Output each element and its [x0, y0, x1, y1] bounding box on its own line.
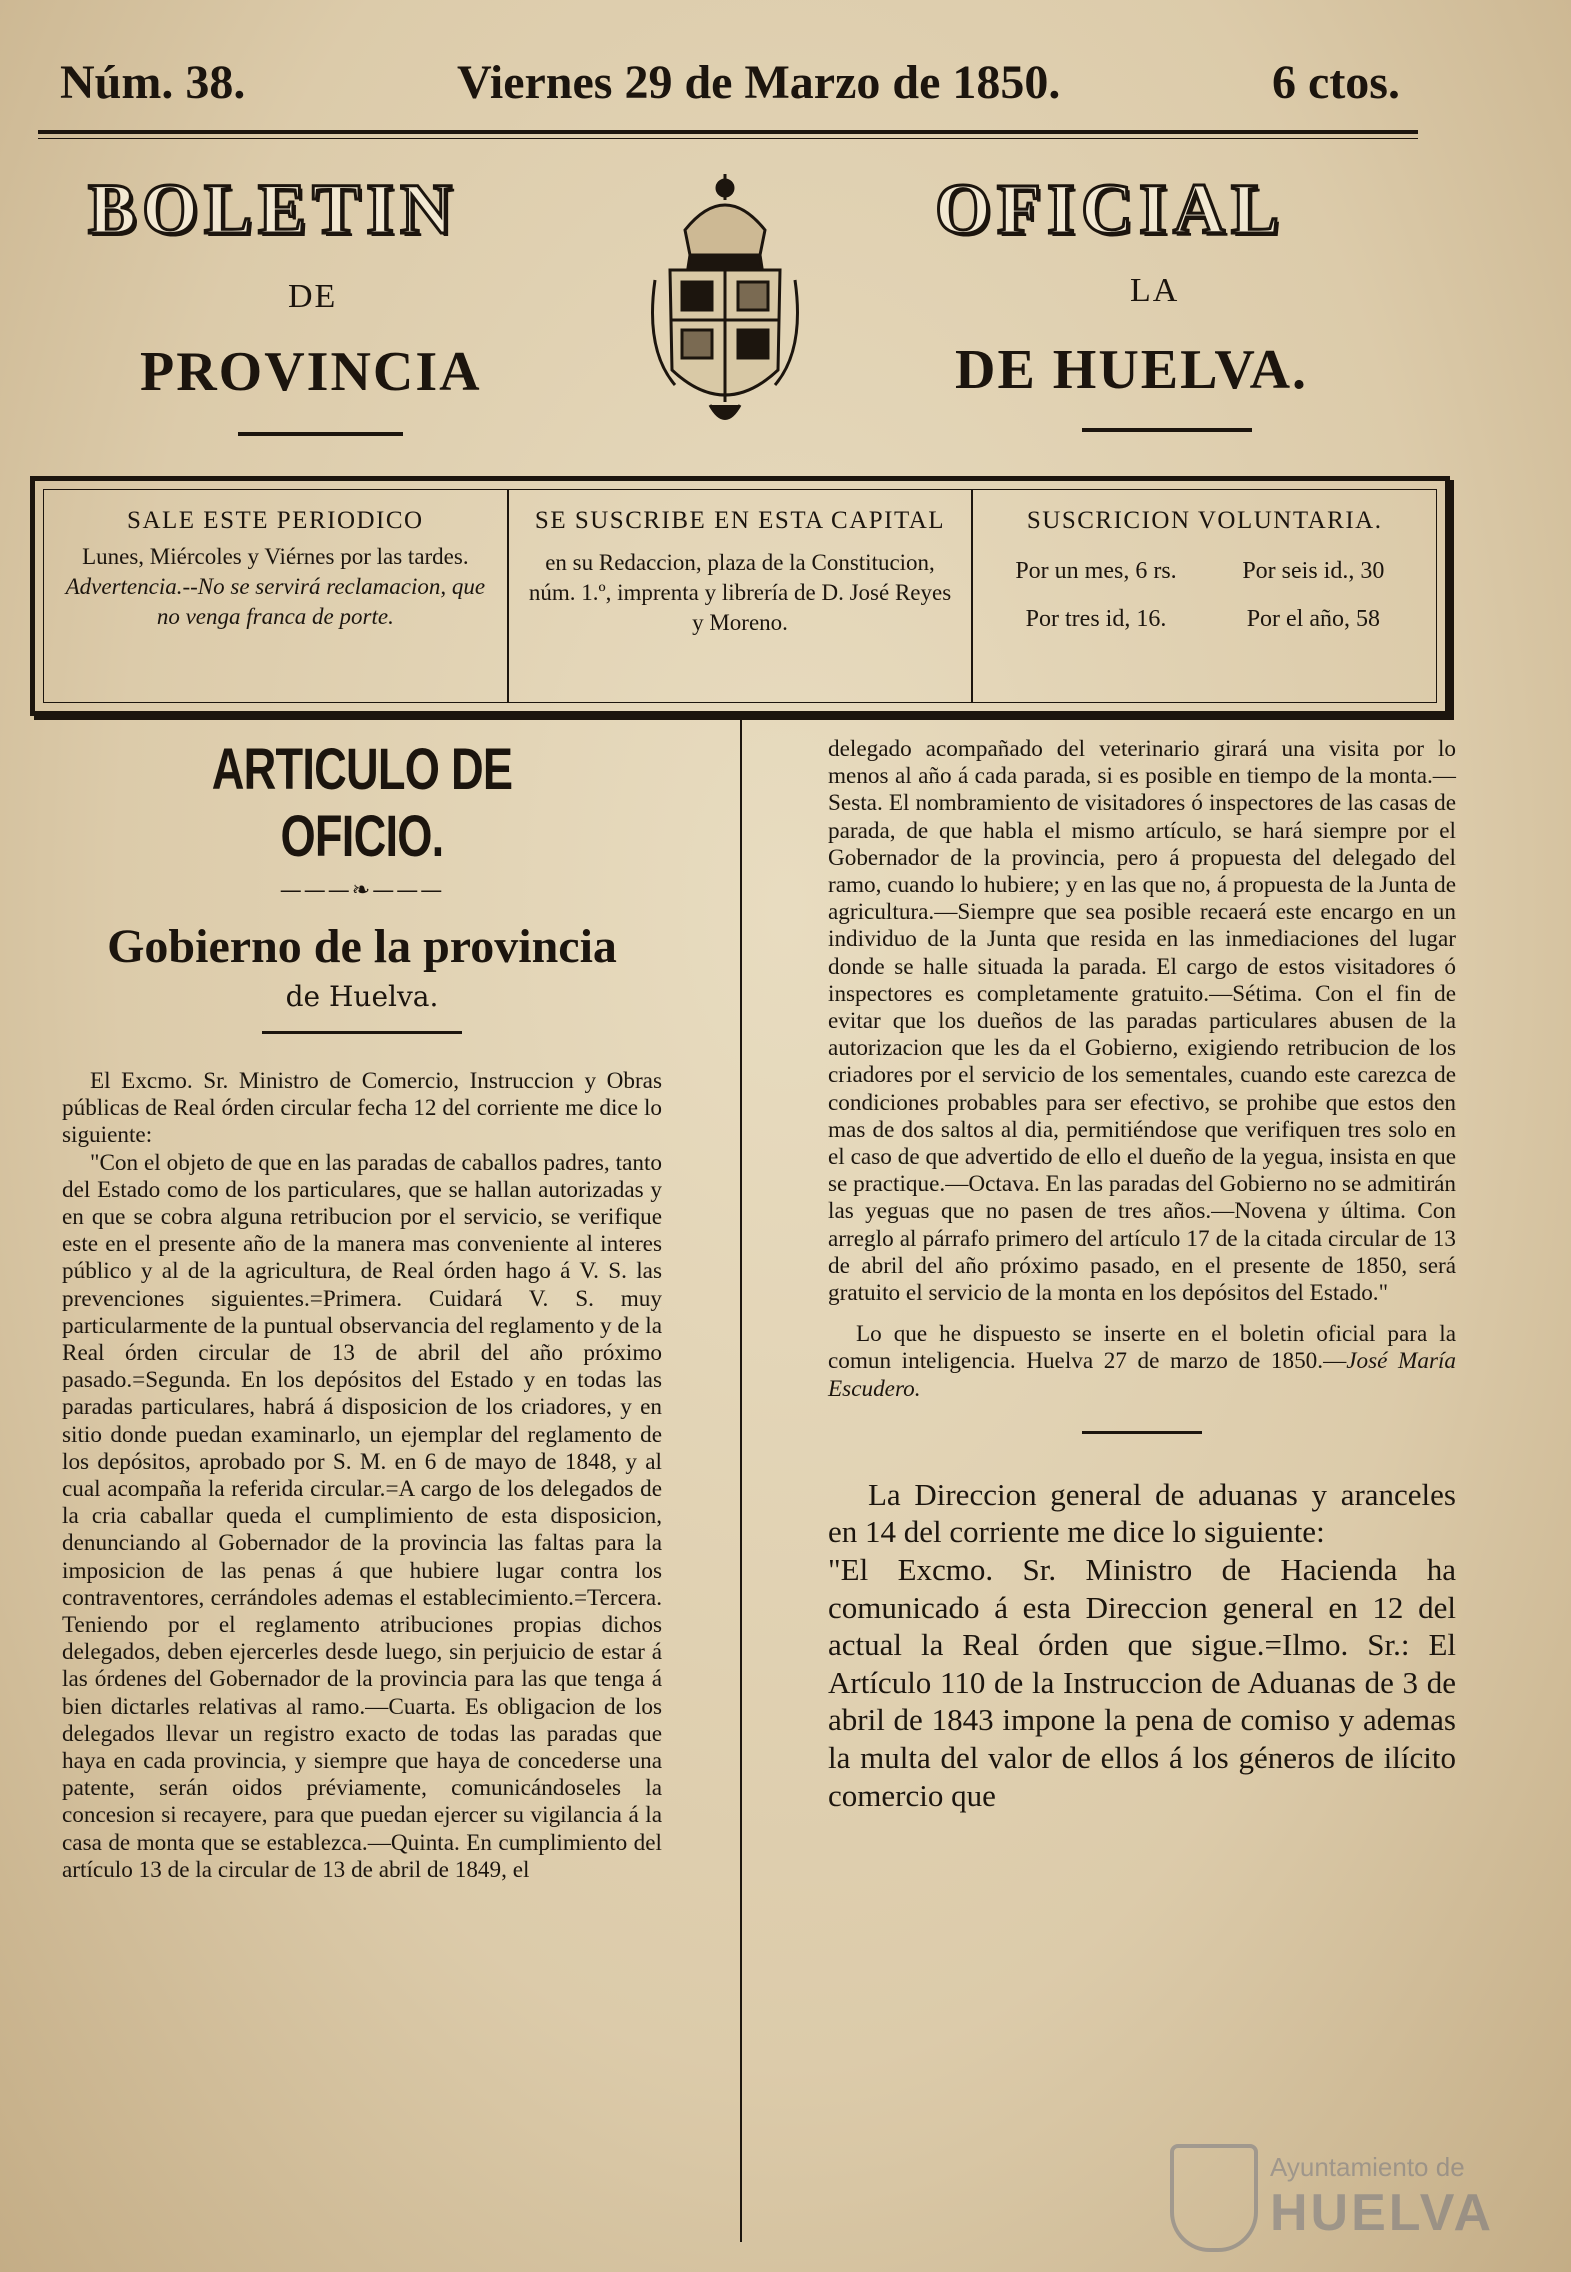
watermark-line-1: Ayuntamiento de — [1270, 2152, 1465, 2182]
rate-year: Por el año, 58 — [1246, 606, 1380, 632]
masthead-provincia: PROVINCIA — [140, 341, 482, 403]
customs-paragraph-body: "El Excmo. Sr. Ministro de Hacienda ha comunicado á esta Direccion general en 12 del actual la Real órden que sigue.=Ilmo. Sr.: El Artículo 110 de la Instruccion de Aduanas de 3 de abril de 1843 impone la pena de comiso y ademas la multa del valor de ellos á los géneros de ilícito comercio que — [828, 1552, 1456, 1813]
issue-line — [60, 52, 1400, 112]
masthead-de: DE — [288, 278, 338, 315]
masthead-boletin: BOLETIN — [88, 169, 459, 249]
subscription-location — [507, 490, 972, 702]
schedule-note: Advertencia.--No se servirá reclamacion, que no venga franca de porte. — [65, 574, 486, 629]
issue-number: Núm. 38. — [60, 55, 246, 109]
masthead-oficial: OFICIAL — [935, 169, 1286, 249]
schedule-heading: SALE ESTE PERIODICO — [127, 507, 424, 534]
left-paragraph-1: El Excmo. Sr. Ministro de Comercio, Instruccion y Obras públicas de Real órden circular fecha 12 del corriente me dice lo siguiente: — [62, 1068, 662, 1149]
article-section-title: ARTICULO DE OFICIO. — [211, 737, 513, 869]
section-rule — [262, 1031, 462, 1034]
closing-text: Lo que he dispuesto se inserte en el boletin oficial para la comun inteligencia. Huelva 27 de marzo de 1850.— — [828, 1321, 1456, 1375]
shield-icon — [1170, 2144, 1258, 2252]
archive-watermark — [1170, 2140, 1560, 2255]
left-paragraph-2: "Con el objeto de que en las paradas de caballos padres, tanto del Estado como de los particulares, que se hallan autorizadas y en que se cobra alguna retribucion por el servicio, se verifique este en el presente año de la manera mas conveniente al interes público y al de la agricultura, de Real órden hago á V. S. las prevenciones siguientes.=Primera. Cuidará V. S. muy particularmente de la puntual observancia del reglamento y de la Real órden circular de 13 de abril del año próximo pasado.=Segunda. En los depósitos del Estado y en todas las paradas particulares, habrá á disposicion de los criadores, y en sitio donde puedan examinarlo, un ejemplar del reglamento de los depósitos, aprobado por S. M. en 6 de mayo de 1848, y al cual acompaña la referida circular.=A cargo de los delegados de la cria caballar queda el cumplimiento de esta disposicion, denunciando al Gobernador de la provincia las faltas para la imposicion de las penas á que hubiere lugar contra los contraventores, cerrándoles ademas el establecimiento.=Tercera. Teniendo por el reglamento atribuciones propias dichos delegados, deben ejercerles desde luego, sin perjuicio de estar á las órdenes del Gobernador de la provincia para las que tenga á bien dictarles relativas al ramo.—Cuarta. Es obligacion de los delegados llevar un registro exacto de todas las paradas que haya en cada provincia, y siempre que haya de concederse una patente, serán oidos préviamente, comunicándoseles la concesion si recayere, para que puedan ejercer su vigilancia á la casa de monta que se establezca.—Quinta. En cumplimiento del artículo 13 de la circular de 13 de abril de 1849, el — [62, 1149, 662, 1883]
watermark-line-2: HUELVA — [1270, 2184, 1495, 2242]
column-divider — [740, 712, 742, 2242]
government-title: Gobierno de la provincia — [107, 920, 617, 973]
left-column — [62, 722, 662, 1884]
issue-price: 6 ctos. — [1272, 55, 1400, 109]
masthead-de-huelva: DE HUELVA. — [955, 339, 1309, 401]
subscription-info-box — [30, 476, 1450, 716]
subscription-rates — [971, 490, 1436, 702]
customs-paragraph-intro: La Direccion general de aduanas y aranceles en 14 del corriente me dice lo siguiente: — [828, 1476, 1456, 1550]
ornament-divider: ———❧——— — [279, 878, 445, 903]
location-heading: SE SUSCRIBE EN ESTA CAPITAL — [534, 507, 946, 534]
masthead-la: LA — [1130, 272, 1180, 309]
right-paragraph-2 — [828, 1321, 1456, 1403]
rate-month: Por un mes, 6 rs. — [1015, 558, 1177, 584]
right-paragraph-1: delegado acompañado del veterinario girará una visita por lo menos al año á cada parada, si es posible en tiempo de la monta.—Sesta. El nombramiento de visitadores ó inspectores de las casas de parada, de que habla el mismo artículo, se hará siempre por el Gobernador de la provincia, pero á propuesta del delegado del ramo, cuando lo hubiere; y en las que no, á propuesta de la Junta de agricultura.—Siempre que sea posible recaerá este encargo en un individuo de la Junta que resida en las inmediaciones del lugar donde se halle situada la parada. El cargo de estos visitadores ó inspectores es completamente gratuito.—Sétima. Con el fin de evitar que los dueños de las paradas particulares abusen de la autorizacion que les da el Gobierno, exigiendo retribucion de los criadores por el servicio de los sementales, cuando este carezca de condiciones probables para ser efectivo, se prohibe que estos den mas de dos saltos al dia, permitiéndose que verifiquen tres solo en el caso de que advertido de ello el dueño de la yegua, insista en que se practique.—Octava. En las paradas del Gobierno no se admitirán las yeguas que no pasen de tres años.—Novena y última. Con arreglo al párrafo primero del artículo 17 de la citada circular de 13 de abril del año próximo pasado, en el presente de 1850, será gratuito el servicio de la monta en los depósitos del Estado." — [828, 736, 1456, 1307]
signature: José María Escudero. — [828, 1348, 1457, 1402]
header-rule — [38, 130, 1418, 134]
rate-three-months: Por tres id, 16. — [1025, 606, 1167, 632]
schedule-text: Lunes, Miércoles y Viérnes por las tardes. — [82, 544, 469, 569]
section-rule-right — [1082, 1431, 1202, 1434]
publication-schedule — [44, 490, 507, 702]
rates-heading: SUSCRICION VOLUNTARIA. — [1026, 507, 1383, 534]
royal-crest-emblem — [650, 170, 800, 440]
government-subtitle: de Huelva. — [285, 980, 439, 1013]
right-column — [828, 736, 1456, 1814]
issue-date: Viernes 29 de Marzo de 1850. — [456, 55, 1061, 109]
bleed-through-text — [1420, 40, 1560, 480]
masthead-rule-right — [1082, 428, 1252, 432]
masthead-rule-left — [238, 432, 403, 436]
location-text: en su Redaccion, plaza de la Constitucion, núm. 1.º, imprenta y librería de D. José Reyes y Moreno. — [528, 550, 952, 635]
rate-six-months: Por seis id., 30 — [1242, 558, 1385, 584]
